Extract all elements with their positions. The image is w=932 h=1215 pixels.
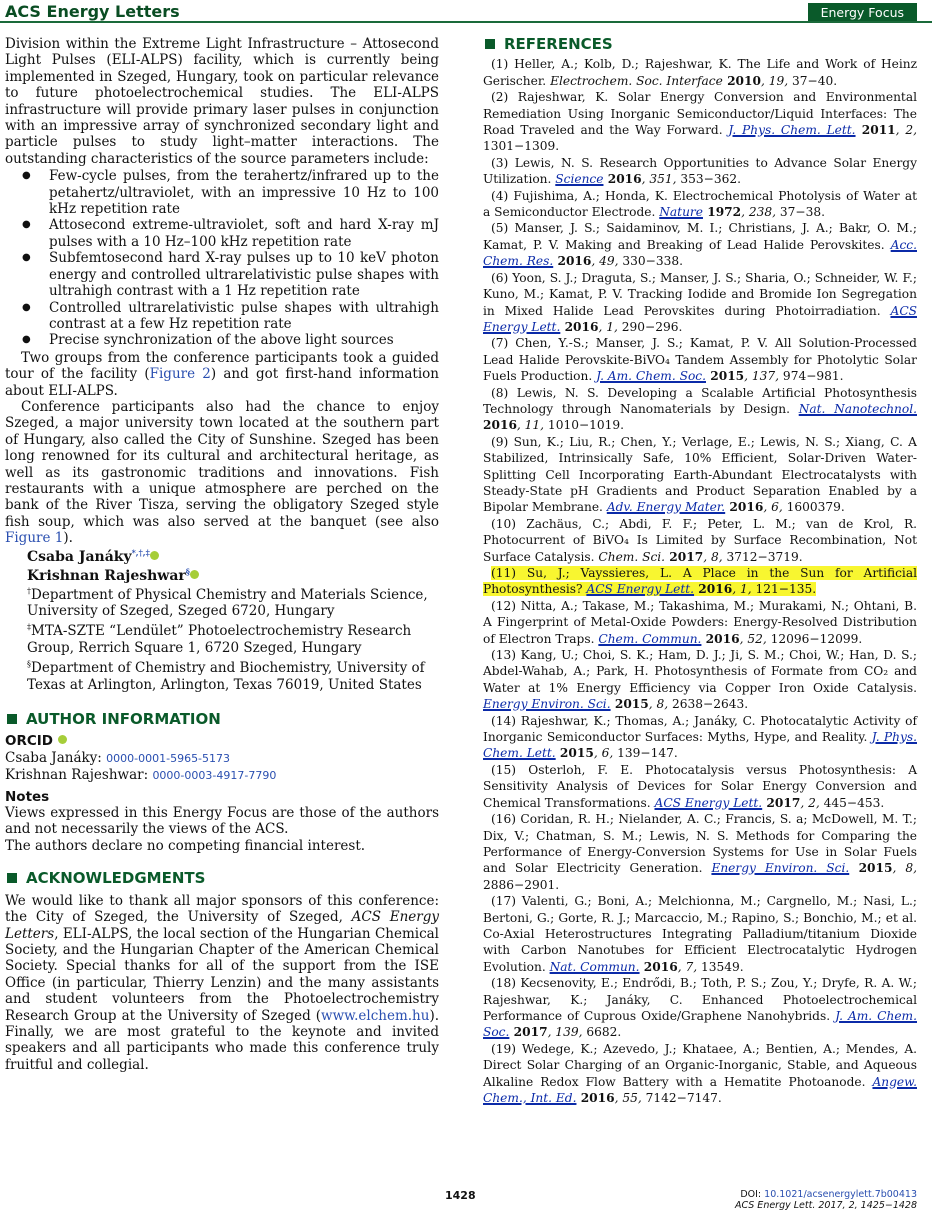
reference-item — [483, 56, 917, 89]
reference-text — [483, 435, 917, 515]
square-icon — [7, 714, 17, 724]
reference-item — [483, 434, 917, 516]
orcid-name: Krishnan Rajeshwar: — [5, 767, 153, 784]
website-link[interactable]: www.elchem.hu — [321, 1007, 430, 1024]
reference-pages: 290−296. — [617, 319, 683, 334]
heading-text: REFERENCES — [504, 35, 613, 53]
reference-year: 2015 — [706, 369, 745, 384]
reference-year: 2011 — [855, 123, 896, 138]
journal-link[interactable]: J. Phys. Chem. Lett. — [483, 730, 917, 761]
reference-body: (19) Wedege, K.; Azevedo, J.; Khataee, A.; Bentien, A.; Mendes, A. Direct Solar Charging of an Organic-Inorganic, Stable, and Aqueous Alkaline Redox Flow Battery with a Hematite Photoanode. — [483, 1041, 917, 1089]
left-column — [5, 36, 439, 1073]
orcid-line — [5, 767, 439, 784]
reference-body: (8) Lewis, N. S. Developing a Scalable Artificial Photosynthesis Technology through Nanomaterials by Design. — [483, 385, 917, 416]
reference-text — [483, 1042, 917, 1105]
reference-year: 1972 — [702, 205, 742, 220]
reference-text — [483, 156, 917, 186]
header-rule — [0, 21, 932, 23]
reference-item — [483, 713, 917, 762]
figure-2-link[interactable]: Figure 2 — [149, 366, 211, 383]
reference-pages: 3712−3719. — [722, 549, 803, 564]
reference-year: 2016 — [701, 631, 740, 646]
square-icon — [7, 873, 17, 883]
notes-heading: Notes — [5, 788, 50, 805]
author-name: Csaba Janáky — [27, 548, 132, 565]
section-badge: Energy Focus — [808, 3, 917, 22]
reference-text — [483, 812, 917, 892]
author-marks[interactable]: *,†,‡ — [131, 546, 150, 557]
reference-pages: 974−981. — [779, 369, 844, 384]
bullet-list — [5, 168, 439, 348]
affiliation — [27, 623, 439, 656]
journal-title: ACS Energy Letters — [5, 2, 180, 21]
reference-item — [483, 155, 917, 188]
reference-pages: 353−362. — [676, 172, 742, 187]
journal-link[interactable]: J. Am. Chem. Soc. — [596, 369, 706, 384]
reference-item — [483, 975, 917, 1041]
reference-year: 2016 — [639, 959, 678, 974]
journal-link[interactable]: ACS Energy Lett. — [586, 582, 695, 597]
heading-text: AUTHOR INFORMATION — [26, 710, 221, 729]
reference-pages: 1600379. — [782, 500, 845, 515]
reference-volume: , 2, — [800, 795, 820, 810]
reference-item — [483, 270, 917, 336]
author-1 — [27, 547, 439, 567]
reference-volume: , 7, — [677, 959, 698, 974]
reference-year: 2016 — [603, 172, 642, 187]
reference-volume: , 8, — [892, 861, 917, 876]
journal-name: ACS Energy Letters — [5, 909, 439, 942]
text: ). Finally, we are most grateful to the keynote and invited speakers and all participants who made this conference truly fruitful and collegial. — [5, 1007, 439, 1073]
intro-paragraph: Division within the Extreme Light Infrastructure – Attosecond Light Pulses (ELI-ALPS) facility, which is currently being implemented in Szeged, Hungary, took on particular relevance to future photoelectrochemical studies. The ELI-ALPS infrastructure will provide primary laser pulses in conjunction with an impressive array of synchronized secondary light and particle pulses to study light–matter interactions. The outstanding characteristics of the source parameters include: — [5, 36, 439, 167]
reference-volume: , 6, — [593, 746, 614, 761]
reference-body: (2) Rajeshwar, K. Solar Energy Conversion and Environmental Remediation Using Inorganic Semiconductor/Liquid Interfaces: The Road Traveled and the Way Forward. — [483, 90, 917, 138]
text: Two groups from the conference participants took a guided tour of the facility ( — [5, 349, 439, 383]
reference-body: (5) Manser, J. S.; Saidaminov, M. I.; Christians, J. A.; Bakr, O. M.; Kamat, P. V. Making and Breaking of Lead Halide Perovskites. — [483, 221, 917, 252]
reference-volume: , 55, — [614, 1091, 642, 1105]
reference-pages: 139−147. — [613, 746, 678, 761]
bullet-item: ● Attosecond extreme-ultraviolet, soft and hard X-ray mJ pulses with a 10 Hz–100 kHz repetition rate — [49, 217, 439, 250]
text: , ELI-ALPS, the local section of the Hungarian Chemical Society, and the Hungarian Chapter of the American Chemical Society. Special thanks for all of the support from the ISE Office (in particular, Thierry Lenzin) and the many assistants and student volunteers from the Photoelectrochemistry Research Group at the University of Szeged ( — [5, 925, 439, 1024]
reference-pages: 2886−2901. — [483, 877, 560, 892]
orcid-icon — [58, 735, 67, 744]
journal-link[interactable]: ACS Energy Lett. — [654, 795, 763, 810]
reference-pages: 1301−1309. — [483, 139, 560, 154]
reference-text — [483, 648, 917, 711]
journal-link[interactable]: Energy Environ. Sci. — [711, 861, 850, 876]
reference-item — [483, 220, 917, 269]
reference-item — [483, 516, 917, 565]
reference-pages: 6682. — [582, 1025, 622, 1040]
reference-text — [483, 336, 917, 383]
orcid-icon[interactable] — [150, 551, 159, 560]
author-info-heading — [5, 711, 439, 727]
affil-mark: ‡ — [27, 622, 31, 632]
reference-volume: , 11, — [516, 418, 545, 433]
journal-link[interactable]: ACS Energy Lett. — [483, 303, 917, 334]
reference-volume: , 238, — [741, 205, 777, 220]
reference-text — [483, 221, 917, 268]
reference-list — [483, 56, 917, 1106]
reference-year: 2015 — [555, 746, 594, 761]
reference-item — [483, 335, 917, 384]
reference-year: 2016 — [560, 319, 599, 334]
reference-body: (9) Sun, K.; Liu, R.; Chen, Y.; Verlage, E.; Lewis, N. S.; Xiang, C. A Stabilized, Intrinsically Safe, 10% Efficient, Solar-Driven Water-Splitting Cell Incorporating Earth-Abundant Electrocatalysts with Steady-State pH Gradients and Product Separation Enabled by a Bipolar Membrane. — [483, 434, 917, 515]
author-marks[interactable]: § — [185, 565, 190, 576]
affil-mark: † — [27, 586, 31, 596]
author-name: Krishnan Rajeshwar — [27, 567, 186, 584]
reference-year: 2016 — [553, 254, 592, 269]
reference-text — [483, 714, 917, 761]
reference-volume: , 1, — [598, 319, 618, 334]
right-column — [483, 36, 917, 1106]
reference-body: (10) Zachäus, C.; Abdi, F. F.; Peter, L. M.; van de Krol, R. Photocurrent of BiVO₄ Is Limited by Surface Recombination, Not Surface Catalysis. — [483, 516, 917, 564]
journal-link[interactable]: J. Am. Chem. Soc. — [483, 1008, 917, 1040]
bullet-item: ● Precise synchronization of the above light sources — [49, 332, 439, 348]
author-2 — [27, 567, 439, 585]
reference-item — [483, 647, 917, 713]
reference-body: (11) Su, J.; Vayssieres, L. A Place in the Sun for Artificial Photosynthesis? — [483, 566, 917, 597]
reference-year: 2015 — [849, 861, 893, 876]
reference-text — [483, 763, 917, 810]
journal-link[interactable]: Nat. Commun. — [549, 959, 640, 974]
doi-link[interactable]: 10.1021/acsenergylett.7b00413 — [764, 1189, 917, 1200]
reference-text — [483, 599, 917, 646]
affiliation — [27, 660, 439, 693]
reference-pages: 445−453. — [819, 795, 885, 810]
journal-abbrev: Chem. Sci. — [598, 549, 666, 564]
reference-volume: , 2, — [895, 123, 917, 138]
reference-item — [483, 1041, 917, 1107]
reference-pages: 12096−12099. — [766, 631, 863, 646]
reference-body: (4) Fujishima, A.; Honda, K. Electrochemical Photolysis of Water at a Semiconductor Electrode. — [483, 188, 917, 220]
reference-text — [483, 566, 917, 596]
reference-pages: 37−40. — [788, 73, 838, 88]
bullet-item: ● Subfemtosecond hard X-ray pulses up to 10 keV photon energy and controlled ultrarelativistic pulse shapes with ultrahigh contrast with a 1 Hz repetition rate — [49, 250, 439, 299]
reference-year: 2017 — [509, 1025, 548, 1040]
journal-link[interactable]: Science — [555, 172, 604, 187]
page-number: 1428 — [445, 1189, 476, 1202]
reference-text — [483, 90, 917, 153]
journal-link[interactable]: Angew. Chem., Int. Ed. — [483, 1074, 917, 1105]
reference-year: 2010 — [722, 73, 761, 88]
affiliation — [27, 587, 439, 620]
text: Conference participants also had the chance to enjoy Szeged, a major university town located at the southern part of Hungary, also called the City of Sunshine. Szeged has been long renowned for its cultural and architectural heritage, as well as its gastronomic traditions and innovations. Fish restaurants with a unique atmosphere are perched on the bank of the River Tisza, serving the obligatory Szeged style fish soup, which was also served at the banquet (see also — [5, 398, 439, 530]
reference-volume: , 351, — [641, 172, 677, 187]
affil-text: MTA-SZTE “Lendület” Photoelectrochemistry Research Group, Rerrich Square 1, 6720 Szeged, Hungary — [27, 623, 412, 656]
reference-volume: , 139, — [547, 1025, 583, 1040]
reference-volume: , 52, — [739, 631, 767, 646]
reference-body: (7) Chen, Y.-S.; Manser, J. S.; Kamat, P. V. All Solution-Processed Lead Halide Perovskite-BiVO₄ Tandem Assembly for Photolytic Solar Fuels Production. — [483, 336, 917, 384]
reference-text — [483, 271, 917, 334]
reference-volume: , 49, — [591, 254, 619, 269]
szeged-paragraph — [5, 399, 439, 547]
reference-body: (13) Kang, U.; Choi, S. K.; Ham, D. J.; Ji, S. M.; Choi, W.; Han, D. S.; Abdel-Wahab, A.; Park, H. Photosynthesis of Formate from CO₂ and Water at 1% Energy Efficiency via Copper Iron Oxide Catalysis. — [483, 648, 917, 695]
orcid-link[interactable]: 0000-0001-5965-5173 — [106, 751, 231, 765]
affil-text: Department of Chemistry and Biochemistry, University of Texas at Arlington, Arlington, Texas 76019, United States — [27, 660, 425, 693]
reference-year: 2017 — [762, 795, 801, 810]
reference-volume: , 1, — [732, 582, 752, 597]
journal-link[interactable]: Chem. Commun. — [598, 631, 702, 646]
reference-body: (6) Yoon, S. J.; Draguta, S.; Manser, J. S.; Sharia, O.; Schneider, W. F.; Kuno, M.; Kamat, P. V. Tracking Iodide and Bromide Ion Segregation in Mixed Halide Lead Perovskites during Photoirradiation. — [483, 270, 917, 318]
affil-text: Department of Physical Chemistry and Materials Science, University of Szeged, Szeged 6720, Hungary — [27, 586, 428, 619]
reference-body: (18) Kecsenovity, E.; Endrődi, B.; Toth, P. S.; Zou, Y.; Dryfe, R. A. W.; Rajeshwar, K.; Janáky, C. Enhanced Photoelectrochemical Performance of Cuprous Oxide/Graphene Nanohybrids. — [483, 976, 917, 1023]
bullet-item: ● Controlled ultrarelativistic pulse shapes with ultrahigh contrast at a few Hz repetition rate — [49, 300, 439, 333]
reference-item — [483, 89, 917, 155]
citation: ACS Energy Lett. 2017, 2, 1425−1428 — [734, 1200, 917, 1211]
journal-abbrev: Electrochem. Soc. Interface — [550, 73, 723, 88]
orcid-icon[interactable] — [190, 570, 199, 579]
reference-year: 2016 — [694, 582, 733, 597]
affil-mark: § — [27, 659, 31, 669]
orcid-name: Csaba Janáky: — [5, 749, 107, 766]
acknowledgments-heading — [5, 870, 439, 886]
reference-item — [483, 385, 917, 434]
reference-text — [483, 894, 917, 974]
text: ) and got first-hand information about ELI-ALPS. — [5, 366, 439, 399]
reference-body: (14) Rajeshwar, K.; Thomas, A.; Janáky, C. Photocatalytic Activity of Inorganic Semiconductor Surfaces: Myths, Hype, and Reality. — [483, 713, 917, 745]
reference-body: (17) Valenti, G.; Boni, A.; Melchionna, M.; Cargnello, M.; Nasi, L.; Bertoni, G.; Gorte, R. J.; Marcaccio, M.; Rapino, S.; Bonchio, M.; et al. Co-Axial Heterostructures Integrating Palladium/titanium Dioxide with Carbon Nanotubes for Efficient Electrocatalytic Hydrogen Evolution. — [483, 894, 917, 974]
reference-text — [483, 976, 917, 1039]
journal-link[interactable]: Adv. Energy Mater. — [606, 500, 726, 515]
text: ). — [63, 530, 73, 547]
tour-paragraph — [5, 350, 439, 399]
reference-volume: , 137, — [744, 369, 780, 384]
reference-volume: , 8, — [703, 549, 723, 564]
reference-pages: 121−135. — [751, 582, 817, 597]
reference-item — [483, 565, 917, 598]
reference-year: 2016 — [725, 500, 764, 515]
orcid-line — [5, 750, 439, 767]
reference-volume: , 8, — [648, 697, 669, 712]
journal-link[interactable]: Nat. Nanotechnol. — [798, 401, 917, 416]
doi-label: DOI: — [740, 1189, 765, 1200]
reference-item — [483, 762, 917, 811]
orcid-heading — [5, 733, 439, 749]
reference-pages: 1010−1019. — [544, 418, 625, 433]
reference-year: 2017 — [665, 549, 704, 564]
reference-year: 2016 — [483, 418, 517, 433]
reference-body: (1) Heller, A.; Kolb, D.; Rajeshwar, K. The Life and Work of Heinz Gerischer. — [483, 57, 917, 88]
reference-pages: 37−38. — [776, 205, 826, 220]
reference-item — [483, 893, 917, 975]
notes-text: Views expressed in this Energy Focus are those of the authors and not necessarily the views of the ACS. — [5, 805, 439, 838]
heading-text: ORCID — [5, 733, 54, 750]
reference-body: (3) Lewis, N. S. Research Opportunities to Advance Solar Energy Utilization. — [483, 155, 917, 187]
reference-text — [483, 386, 917, 433]
heading-text: ACKNOWLEDGMENTS — [26, 869, 206, 888]
reference-volume: , 19, — [761, 73, 789, 88]
reference-item — [483, 811, 917, 893]
figure-1-link[interactable]: Figure 1 — [5, 530, 64, 547]
bullet-item: ● Few-cycle pulses, from the terahertz/infrared up to the petahertz/ultraviolet, with an impressive 10 Hz to 100 kHz repetition rate — [49, 168, 439, 217]
reference-pages: 2638−2643. — [668, 697, 749, 712]
reference-body: (15) Osterloh, F. E. Photocatalysis versus Photosynthesis: A Sensitivity Analysis of Devices for Solar Energy Conversion and Chemical Transformations. — [483, 762, 917, 810]
reference-text — [483, 189, 917, 219]
journal-link[interactable]: Energy Environ. Sci. — [483, 697, 611, 712]
reference-year: 2015 — [610, 697, 649, 712]
notes-text: The authors declare no competing financial interest. — [5, 837, 366, 854]
reference-text — [483, 517, 917, 564]
reference-body: (16) Coridan, R. H.; Nielander, A. C.; Francis, S. a; McDowell, M. T.; Dix, V.; Chatman, S. M.; Lewis, N. S. Methods for Comparing the Performance of Energy-Conversion Systems for Use in Solar Fuels and Solar Electricity Generation. — [483, 812, 917, 876]
journal-link[interactable]: J. Phys. Chem. Lett. — [728, 123, 856, 138]
reference-pages: 330−338. — [618, 254, 684, 269]
reference-text — [483, 57, 917, 87]
reference-item — [483, 188, 917, 221]
reference-volume: , 6, — [763, 500, 783, 515]
journal-link[interactable]: Acc. Chem. Res. — [483, 237, 917, 269]
reference-year: 2016 — [576, 1091, 615, 1105]
text: We would like to thank all major sponsors of this conference: the City of Szeged, the University of Szeged, — [5, 892, 439, 926]
reference-pages: 7142−7147. — [641, 1091, 722, 1105]
doi-footer — [735, 1189, 917, 1211]
references-heading — [483, 36, 917, 52]
square-icon — [485, 39, 495, 49]
journal-link[interactable]: Nature — [659, 205, 703, 220]
orcid-link[interactable]: 0000-0003-4917-7790 — [152, 769, 277, 783]
acknowledgments-paragraph — [5, 893, 439, 1073]
reference-body: (12) Nitta, A.; Takase, M.; Takashima, M.; Murakami, N.; Ohtani, B. A Fingerprint of Metal-Oxide Powders: Energy-Resolved Distribution of Electron Traps. — [483, 598, 917, 646]
reference-item — [483, 598, 917, 647]
reference-pages: 13549. — [697, 959, 744, 974]
